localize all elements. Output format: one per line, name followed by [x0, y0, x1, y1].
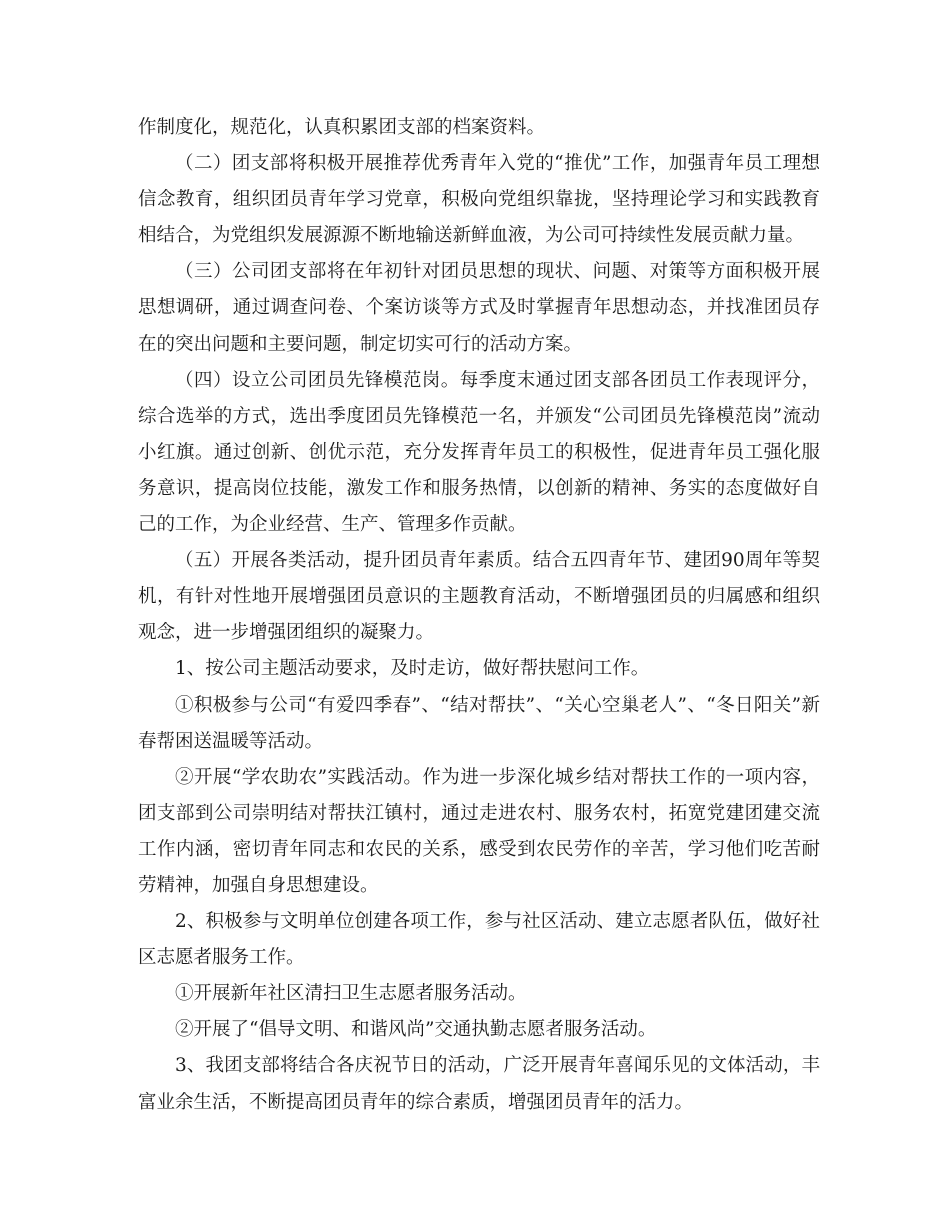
paragraph-section-4: （四）设立公司团员先锋模范岗。每季度末通过团支部各团员工作表现评分，综合选举的方式，选出季度团员先锋模范一名，并颁发“公司团员先锋模范岗”流动小红旗。通过创新、创优示范，充分发挥青年员工的积极性，促进青年员工强化服务意识，提高岗位技能，激发工作和服务热情，以创新的精神、务实的态度做好自己的工作，为企业经营、生产、管理多作贡献。 [138, 369, 820, 536]
paragraph-item-2-a: ①开展新年社区清扫卫生志愿者服务活动。 [175, 983, 527, 1005]
paragraph-section-5: （五）开展各类活动，提升团员青年素质。结合五四青年节、建团90周年等契机，有针对性地开展增强团员意识的主题教育活动，不断增强团员的归属感和组织观念，进一步增强团组织的凝聚力。 [138, 550, 820, 644]
paragraph-section-3: （三）公司团支部将在年初针对团员思想的现状、问题、对策等方面积极开展思想调研，通过调查问卷、个案访谈等方式及时掌握青年思想动态，并找准团员存在的突出问题和主要问题，制定切实可行的活动方案。 [138, 261, 820, 355]
paragraph-item-2-b: ②开展了“倡导文明、和谐风尚”交通执勤志愿者服务活动。 [175, 1019, 657, 1041]
document-body [138, 110, 820, 1121]
paragraph-item-3: 3、我团支部将结合各庆祝节日的活动，广泛开展青年喜闻乐见的文体活动，丰富业余生活，不断提高团员青年的综合素质，增强团员青年的活力。 [138, 1055, 820, 1113]
paragraph-continuation: 作制度化，规范化，认真积累团支部的档案资料。 [138, 117, 546, 138]
paragraph-item-2: 2、积极参与文明单位创建各项工作，参与社区活动、建立志愿者队伍，做好社区志愿者服务工作。 [138, 911, 820, 969]
paragraph-item-1: 1、按公司主题活动要求，及时走访，做好帮扶慰问工作。 [175, 658, 650, 680]
paragraph-section-2: （二）团支部将积极开展推荐优秀青年入党的“推优”工作，加强青年员工理想信念教育，组织团员青年学习党章，积极向党组织靠拢，坚持理论学习和实践教育相结合，为党组织发展源源不断地输送新鲜血液，为公司可持续性发展贡献力量。 [138, 153, 820, 247]
paragraph-item-1-b: ②开展“学农助农”实践活动。作为进一步深化城乡结对帮扶工作的一项内容，团支部到公司崇明结对帮扶江镇村，通过走进农村、服务农村，拓宽党建团建交流工作内涵，密切青年同志和农民的关系，感受到农民劳作的辛苦，学习他们吃苦耐劳精神，加强自身思想建设。 [138, 766, 820, 896]
paragraph-item-1-a: ①积极参与公司“有爱四季春”、“结对帮扶”、“关心空巢老人”、“冬日阳关”新春帮困送温暖等活动。 [138, 694, 820, 752]
